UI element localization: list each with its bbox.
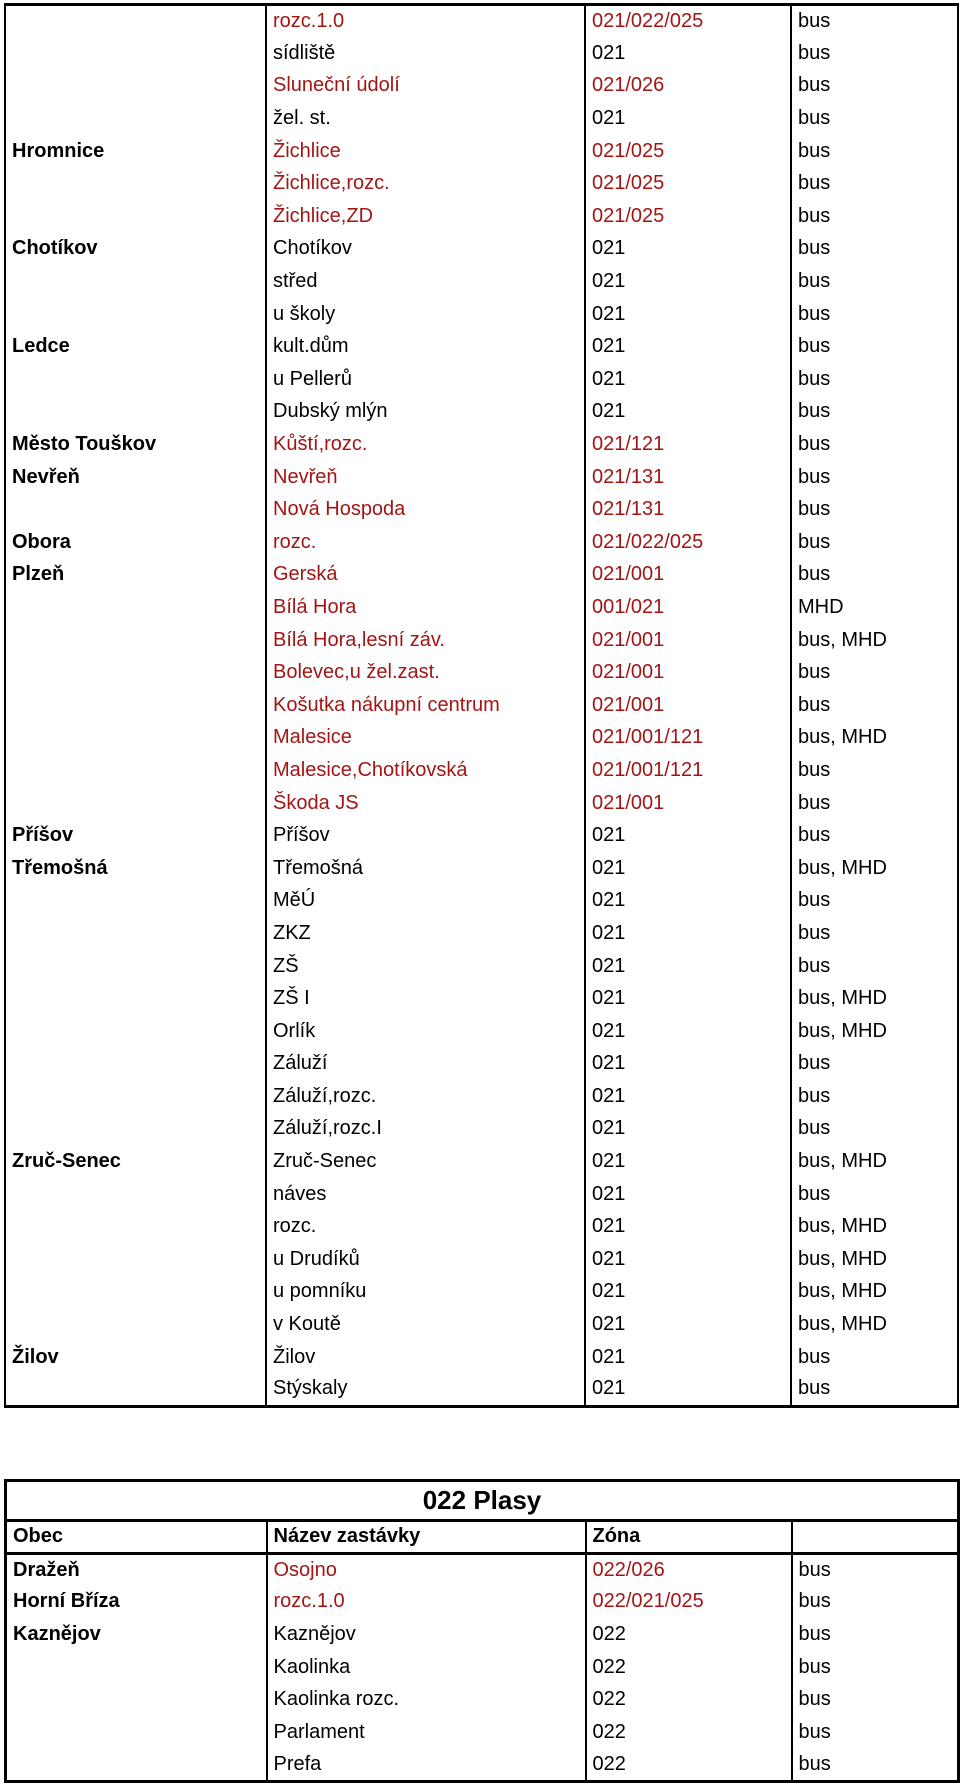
table-row [5,787,958,820]
stop-name-cell: u Drudíků [266,1243,585,1276]
stop-name-cell: Gerská [266,559,585,592]
municipality-cell [5,167,266,200]
transport-mode-cell: bus [791,493,958,526]
table-row [5,689,958,722]
stop-name-cell: Stýskaly [266,1373,585,1406]
zone-cell: 021 [585,1276,791,1309]
transport-mode-cell: bus, MHD [791,1276,958,1309]
stop-name-cell: náves [266,1178,585,1211]
zone-cell: 021 [585,37,791,70]
table-row [5,1015,958,1048]
municipality-cell: Nevřeň [5,461,266,494]
municipality-cell [5,591,266,624]
stop-name-cell: Dubský mlýn [266,396,585,429]
stop-name-cell: Třemošná [266,852,585,885]
municipality-cell: Hromnice [5,135,266,168]
table-row [5,885,958,918]
zone-cell: 021 [585,885,791,918]
municipality-cell [5,102,266,135]
transport-mode-cell: bus [791,298,958,331]
transport-mode-cell: bus, MHD [791,1210,958,1243]
municipality-cell [5,265,266,298]
municipality-cell [5,689,266,722]
transport-mode-cell: bus [791,559,958,592]
municipality-cell [5,37,266,70]
municipality-cell [5,982,266,1015]
transport-mode-cell: bus [791,70,958,103]
table-row [5,1080,958,1113]
transport-mode-cell: bus [791,656,958,689]
table-row [5,1210,958,1243]
zone-cell: 021/131 [585,461,791,494]
municipality-cell [6,1749,267,1782]
transport-mode-cell: bus [791,885,958,918]
zone-cell: 021/001 [585,656,791,689]
municipality-cell: Chotíkov [5,233,266,266]
zone-cell: 021/001 [585,689,791,722]
zone-cell: 021/026 [585,70,791,103]
zone-cell: 021 [585,1113,791,1146]
municipality-cell [5,1080,266,1113]
zone-cell: 022 [586,1716,792,1749]
header-mode [792,1521,959,1554]
zone-021-stops-table [4,3,959,1408]
transport-mode-cell: bus [791,1113,958,1146]
zone-cell: 021 [585,265,791,298]
transport-mode-cell: bus [792,1683,959,1716]
zone-021-table-body [5,5,958,1407]
municipality-cell [5,787,266,820]
stop-name-cell: Bolevec,u žel.zast. [266,656,585,689]
transport-mode-cell: bus, MHD [791,1145,958,1178]
stop-name-cell: Žichlice [266,135,585,168]
table-row [5,559,958,592]
zone-cell: 021/025 [585,135,791,168]
transport-mode-cell: bus, MHD [791,852,958,885]
zone-cell: 021/131 [585,493,791,526]
transport-mode-cell: bus [791,396,958,429]
transport-mode-cell: bus [791,917,958,950]
table-row [5,5,958,38]
table-row [5,754,958,787]
stop-name-cell: ZŠ I [266,982,585,1015]
table-row [5,1243,958,1276]
table-row [5,200,958,233]
stop-name-cell: u pomníku [266,1276,585,1309]
municipality-cell [6,1651,267,1684]
municipality-cell: Obora [5,526,266,559]
zone-cell: 021 [585,102,791,135]
municipality-cell: Ledce [5,330,266,363]
zone-cell: 021/025 [585,167,791,200]
transport-mode-cell: bus [791,330,958,363]
stop-name-cell: rozc. [266,1210,585,1243]
zone-cell: 021 [585,852,791,885]
transport-mode-cell: bus [791,689,958,722]
header-stop-name: Název zastávky [267,1521,586,1554]
table-row [5,852,958,885]
stop-name-cell: Kůští,rozc. [266,428,585,461]
zone-022-plasy-table [4,1479,960,1783]
transport-mode-cell: bus [792,1716,959,1749]
municipality-cell [5,396,266,429]
stop-name-cell: žel. st. [266,102,585,135]
transport-mode-cell: bus [792,1618,959,1651]
stop-name-cell: Kaznějov [267,1618,586,1651]
table-row [5,819,958,852]
stop-name-cell: střed [266,265,585,298]
zone-022-table-body [6,1481,959,1782]
table-row [5,1113,958,1146]
municipality-cell: Zruč-Senec [5,1145,266,1178]
zone-cell: 021/001 [585,624,791,657]
stop-name-cell: MěÚ [266,885,585,918]
zone-cell: 021/022/025 [585,5,791,38]
municipality-cell: Příšov [5,819,266,852]
municipality-cell [5,950,266,983]
zone-cell: 022 [586,1618,792,1651]
stop-name-cell: Záluží,rozc. [266,1080,585,1113]
stop-name-cell: rozc. [266,526,585,559]
zone-cell: 021 [585,1243,791,1276]
table-row [5,37,958,70]
table-row [6,1716,959,1749]
zone-cell: 021 [585,1373,791,1406]
transport-mode-cell: bus [791,37,958,70]
table-row [6,1749,959,1782]
table-row [5,330,958,363]
stop-name-cell: kult.dům [266,330,585,363]
table-row [5,624,958,657]
table-title-row [6,1481,959,1521]
municipality-cell [5,200,266,233]
transport-mode-cell: bus, MHD [791,1243,958,1276]
stop-name-cell: rozc.1.0 [267,1586,586,1619]
zone-cell: 021 [585,917,791,950]
municipality-cell [5,722,266,755]
header-municipality: Obec [6,1521,267,1554]
transport-mode-cell: bus [791,167,958,200]
transport-mode-cell: bus [791,461,958,494]
transport-mode-cell: bus, MHD [791,1308,958,1341]
municipality-cell: Dražeň [6,1553,267,1586]
municipality-cell [5,885,266,918]
municipality-cell: Plzeň [5,559,266,592]
stop-name-cell: Prefa [267,1749,586,1782]
stop-name-cell: Škoda JS [266,787,585,820]
municipality-cell [5,1113,266,1146]
municipality-cell [5,5,266,38]
zone-cell: 021 [585,298,791,331]
transport-mode-cell: bus, MHD [791,982,958,1015]
municipality-cell: Žilov [5,1341,266,1374]
transport-mode-cell: bus [791,526,958,559]
table-row [6,1683,959,1716]
stop-name-cell: Chotíkov [266,233,585,266]
table-row [6,1618,959,1651]
stop-name-cell: Žichlice,ZD [266,200,585,233]
municipality-cell [5,754,266,787]
municipality-cell [5,917,266,950]
transport-mode-cell: bus [792,1586,959,1619]
table-row [5,1178,958,1211]
table-row [5,1145,958,1178]
stop-name-cell: v Koutě [266,1308,585,1341]
stop-name-cell: Malesice,Chotíkovská [266,754,585,787]
transport-mode-cell: bus [791,1178,958,1211]
transport-mode-cell: bus [791,200,958,233]
table-header-row [6,1521,959,1554]
table-row [6,1586,959,1619]
stop-name-cell: Zruč-Senec [266,1145,585,1178]
stop-name-cell: Záluží,rozc.I [266,1113,585,1146]
municipality-cell [5,1178,266,1211]
table-row [5,70,958,103]
zone-cell: 021 [585,1080,791,1113]
zone-cell: 021/121 [585,428,791,461]
zone-cell: 021 [585,1341,791,1374]
table-row [5,526,958,559]
municipality-cell [5,1276,266,1309]
zone-cell: 021/001 [585,559,791,592]
zone-cell: 022 [586,1749,792,1782]
table-row [5,982,958,1015]
table-row [5,135,958,168]
stop-name-cell: rozc.1.0 [266,5,585,38]
zone-cell: 021/025 [585,200,791,233]
stop-name-cell: Orlík [266,1015,585,1048]
table-row [5,461,958,494]
table-row [5,396,958,429]
table-row [5,1048,958,1081]
table-row [5,950,958,983]
table-row [6,1553,959,1586]
transport-mode-cell: bus [791,1048,958,1081]
transport-mode-cell: bus, MHD [791,1015,958,1048]
municipality-cell [5,1308,266,1341]
municipality-cell [5,1210,266,1243]
stop-name-cell: Sluneční údolí [266,70,585,103]
municipality-cell [6,1716,267,1749]
table-row [5,722,958,755]
municipality-cell [6,1683,267,1716]
table-row [5,102,958,135]
zone-cell: 022/021/025 [586,1586,792,1619]
table-title: 022 Plasy [6,1481,959,1521]
municipality-cell: Město Touškov [5,428,266,461]
zone-cell: 021 [585,950,791,983]
stop-name-cell: Košutka nákupní centrum [266,689,585,722]
zone-cell: 021 [585,1048,791,1081]
municipality-cell [5,493,266,526]
transport-mode-cell: bus [792,1553,959,1586]
transport-mode-cell: bus [792,1651,959,1684]
transport-mode-cell: bus [791,950,958,983]
zone-cell: 021/022/025 [585,526,791,559]
zone-cell: 021 [585,819,791,852]
table-row [5,1341,958,1374]
table-row [5,591,958,624]
zone-cell: 021 [585,982,791,1015]
stop-name-cell: Nevřeň [266,461,585,494]
zone-cell: 022/026 [586,1553,792,1586]
municipality-cell: Kaznějov [6,1618,267,1651]
stop-name-cell: Bílá Hora,lesní záv. [266,624,585,657]
stop-name-cell: Osojno [267,1553,586,1586]
table-row [5,363,958,396]
transport-mode-cell: bus [791,819,958,852]
zone-cell: 021 [585,233,791,266]
transport-mode-cell: bus [791,1373,958,1406]
zone-cell: 021/001/121 [585,722,791,755]
municipality-cell [5,1015,266,1048]
zone-cell: 022 [586,1651,792,1684]
zone-cell: 021 [585,363,791,396]
zone-cell: 021/001 [585,787,791,820]
stop-name-cell: Parlament [267,1716,586,1749]
stop-name-cell: u školy [266,298,585,331]
transport-mode-cell: bus, MHD [791,624,958,657]
stop-name-cell: Nová Hospoda [266,493,585,526]
table-row [5,1308,958,1341]
zone-cell: 021/001/121 [585,754,791,787]
table-row [6,1651,959,1684]
stop-name-cell: Kaolinka [267,1651,586,1684]
municipality-cell [5,656,266,689]
table-row [5,493,958,526]
transport-mode-cell: bus [792,1749,959,1782]
zone-cell: 021 [585,1210,791,1243]
stop-name-cell: Žilov [266,1341,585,1374]
table-row [5,656,958,689]
municipality-cell [5,298,266,331]
zone-cell: 021 [585,1015,791,1048]
municipality-cell [5,363,266,396]
stop-name-cell: Žichlice,rozc. [266,167,585,200]
municipality-cell [5,70,266,103]
zone-cell: 001/021 [585,591,791,624]
table-row [5,1276,958,1309]
transport-mode-cell: bus [791,265,958,298]
transport-mode-cell: bus [791,1341,958,1374]
municipality-cell [5,1373,266,1406]
zone-cell: 021 [585,1145,791,1178]
table-row [5,265,958,298]
zone-cell: 021 [585,330,791,363]
municipality-cell [5,1048,266,1081]
stop-name-cell: Kaolinka rozc. [267,1683,586,1716]
table-row [5,233,958,266]
municipality-cell [5,624,266,657]
stop-name-cell: Záluží [266,1048,585,1081]
transport-mode-cell: bus [791,787,958,820]
stop-name-cell: sídliště [266,37,585,70]
stop-name-cell: ZKZ [266,917,585,950]
zone-cell: 021 [585,1178,791,1211]
municipality-cell: Třemošná [5,852,266,885]
zone-cell: 021 [585,1308,791,1341]
stop-name-cell: u Pellerů [266,363,585,396]
transport-mode-cell: bus [791,233,958,266]
transport-mode-cell: bus [791,363,958,396]
stop-name-cell: ZŠ [266,950,585,983]
table-row [5,167,958,200]
transport-mode-cell: bus [791,102,958,135]
transport-mode-cell: bus [791,5,958,38]
zone-cell: 021 [585,396,791,429]
transport-mode-cell: bus [791,428,958,461]
stop-name-cell: Příšov [266,819,585,852]
stop-name-cell: Bílá Hora [266,591,585,624]
transport-mode-cell: MHD [791,591,958,624]
stop-name-cell: Malesice [266,722,585,755]
table-row [5,428,958,461]
table-row [5,917,958,950]
table-row [5,298,958,331]
header-zone: Zóna [586,1521,792,1554]
municipality-cell: Horní Bříza [6,1586,267,1619]
transport-mode-cell: bus [791,754,958,787]
transport-mode-cell: bus [791,135,958,168]
zone-cell: 022 [586,1683,792,1716]
transport-mode-cell: bus, MHD [791,722,958,755]
table-row [5,1373,958,1406]
municipality-cell [5,1243,266,1276]
transport-mode-cell: bus [791,1080,958,1113]
